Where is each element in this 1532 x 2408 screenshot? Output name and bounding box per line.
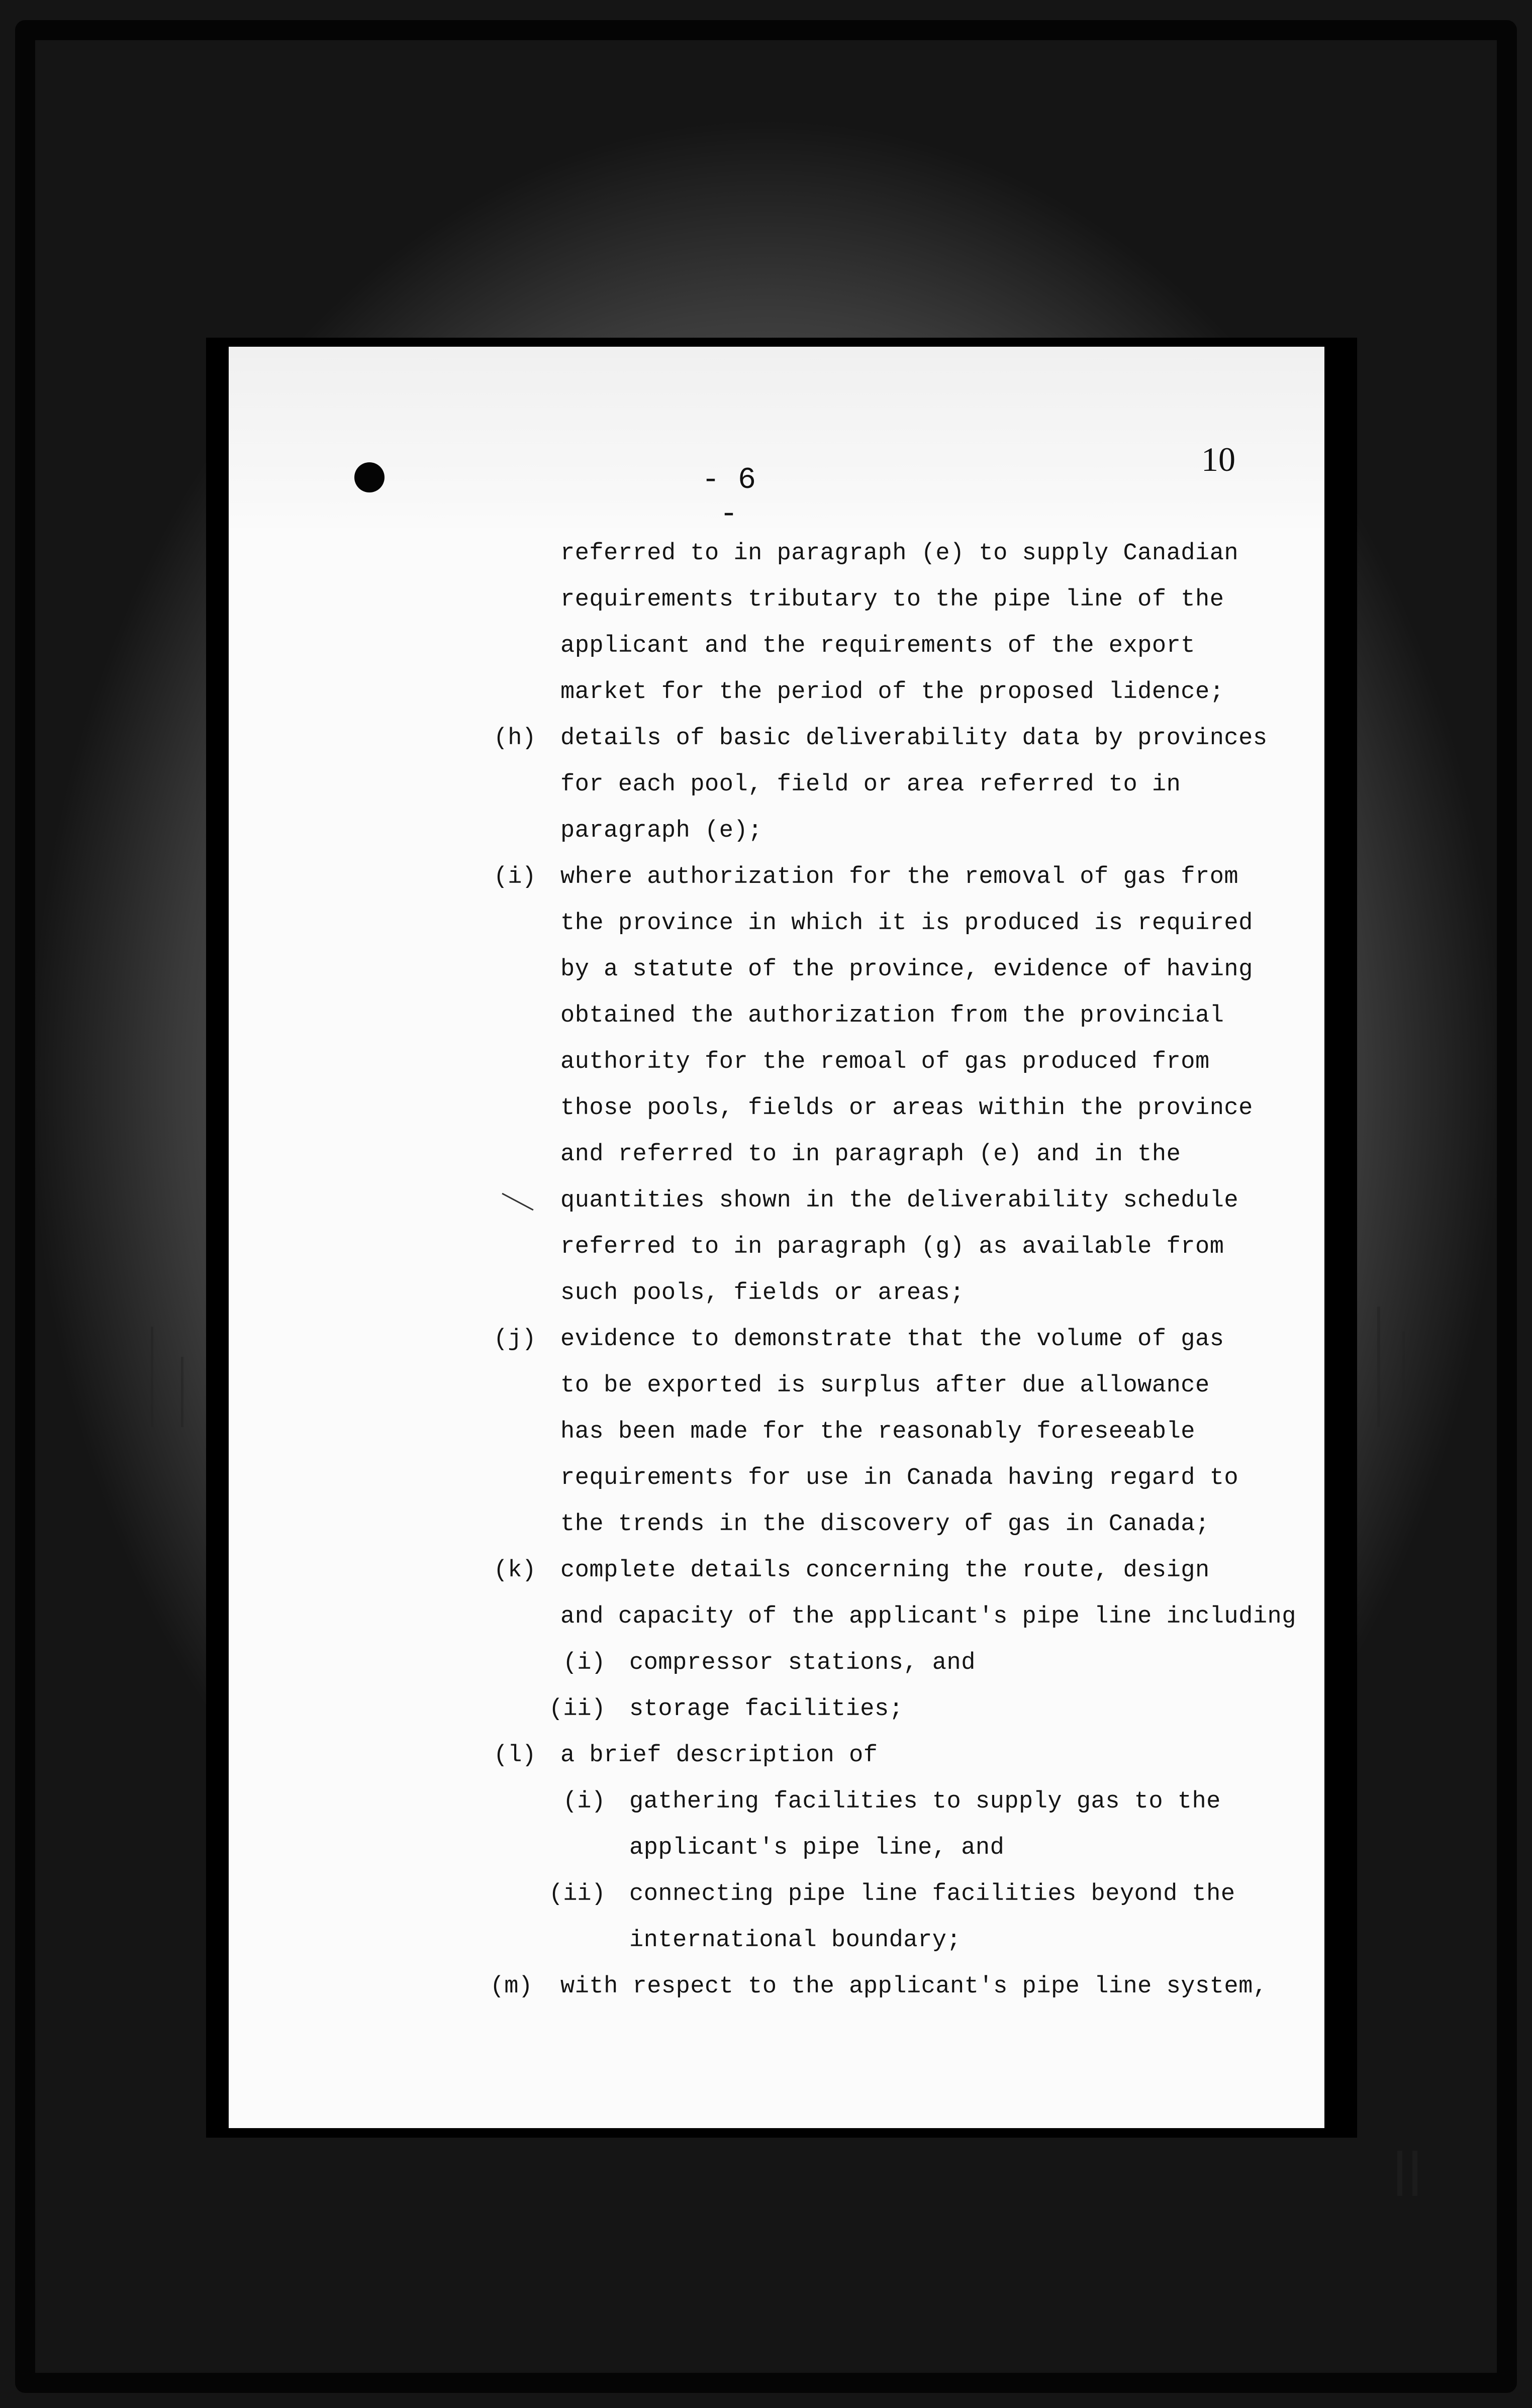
text-line: such pools, fields or areas;	[560, 1280, 965, 1307]
punch-hole	[354, 462, 385, 492]
text-line: by a statute of the province, evidence of having	[560, 956, 1253, 983]
item-label-m: (m)	[490, 1973, 533, 2000]
text-line: a brief description of	[560, 1742, 878, 1769]
text-line: market for the period of the proposed lidence;	[560, 679, 1224, 706]
text-line: where authorization for the removal of gas from	[560, 864, 1239, 890]
text-line: evidence to demonstrate that the volume of gas	[560, 1326, 1224, 1353]
text-line: and capacity of the applicant's pipe line including	[560, 1603, 1296, 1630]
text-line: applicant and the requirements of the export	[560, 633, 1196, 659]
text-line: gathering facilities to supply gas to the	[629, 1788, 1221, 1815]
text-line: for each pool, field or area referred to in	[560, 771, 1181, 798]
text-line: details of basic deliverability data by provinces	[560, 725, 1268, 752]
document-page	[229, 347, 1324, 2128]
text-line: quantities shown in the deliverability schedule	[560, 1187, 1239, 1214]
text-line: has been made for the reasonably foreseeable	[560, 1419, 1196, 1445]
text-line: obtained the authorization from the provincial	[560, 1002, 1224, 1029]
text-line: storage facilities;	[629, 1696, 904, 1723]
item-label-l: (l)	[494, 1742, 536, 1769]
text-line: with respect to the applicant's pipe line system,	[560, 1973, 1268, 2000]
text-line: authority for the remoal of gas produced from	[560, 1049, 1210, 1075]
item-label-h: (h)	[494, 725, 536, 752]
text-line: referred to in paragraph (e) to supply Canadian	[560, 540, 1239, 567]
subitem-label: (ii)	[549, 1881, 606, 1908]
text-line: to be exported is surplus after due allowance	[560, 1372, 1210, 1399]
text-line: international boundary;	[629, 1927, 962, 1954]
text-line: and referred to in paragraph (e) and in the	[560, 1141, 1181, 1168]
text-line: connecting pipe line facilities beyond the	[629, 1881, 1235, 1908]
text-line: referred to in paragraph (g) as available from	[560, 1234, 1224, 1260]
text-line: the province in which it is produced is required	[560, 910, 1253, 937]
text-line: complete details concerning the route, design	[560, 1557, 1210, 1584]
page-number: - 6 -	[701, 463, 756, 532]
text-line: the trends in the discovery of gas in Canada;	[560, 1511, 1210, 1538]
text-line: paragraph (e);	[560, 818, 762, 844]
subitem-label: (i)	[563, 1788, 606, 1815]
subitem-label: (ii)	[549, 1696, 606, 1723]
item-label-k: (k)	[494, 1557, 536, 1584]
item-label-i: (i)	[494, 864, 536, 890]
text-line: compressor stations, and	[629, 1650, 976, 1676]
subitem-label: (i)	[563, 1650, 606, 1676]
text-line: requirements for use in Canada having regard to	[560, 1465, 1239, 1491]
text-line: applicant's pipe line, and	[629, 1835, 1005, 1861]
page-header-band	[229, 347, 1324, 528]
stray-pen-mark	[502, 1193, 533, 1211]
text-line: requirements tributary to the pipe line of the	[560, 586, 1224, 613]
text-line: those pools, fields or areas within the province	[560, 1095, 1253, 1122]
item-label-j: (j)	[494, 1326, 536, 1353]
archive-page-number: 10	[1201, 440, 1235, 478]
